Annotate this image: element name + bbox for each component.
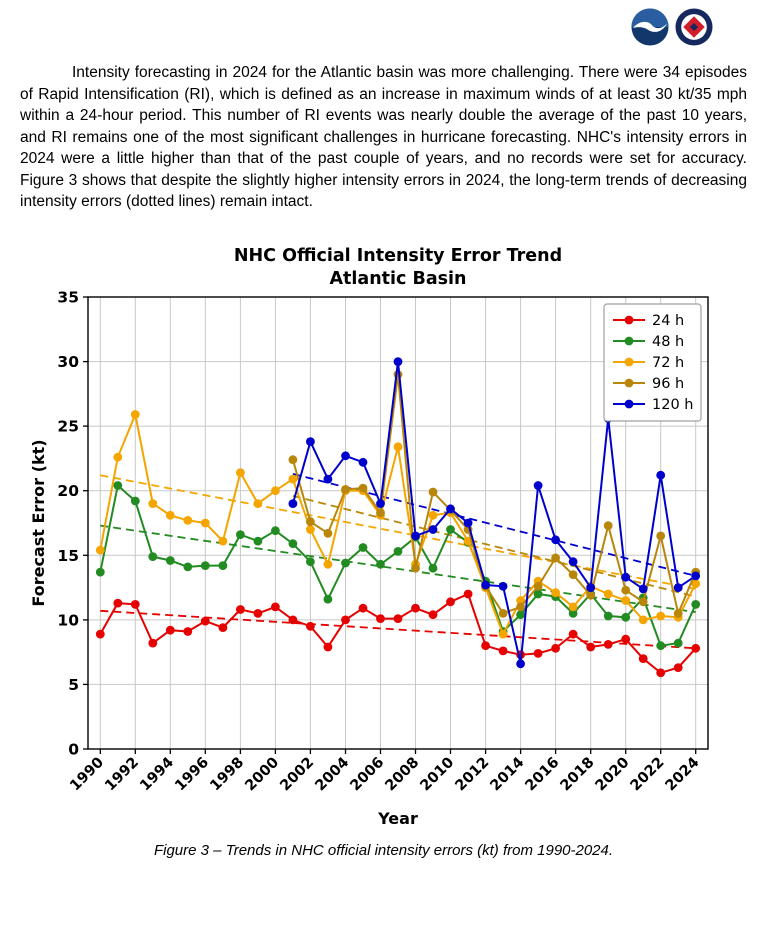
- svg-text:2024: 2024: [662, 754, 703, 794]
- svg-text:5: 5: [68, 675, 79, 694]
- svg-text:96 h: 96 h: [652, 375, 685, 392]
- svg-text:1994: 1994: [137, 754, 178, 794]
- svg-text:10: 10: [57, 610, 79, 629]
- svg-text:0: 0: [68, 740, 79, 758]
- svg-text:35: 35: [57, 288, 79, 306]
- svg-text:2022: 2022: [627, 754, 668, 794]
- svg-text:15: 15: [57, 546, 79, 565]
- svg-text:20: 20: [57, 481, 79, 500]
- intro-paragraph: Intensity forecasting in 2024 for the Atlantic basin was more challenging. There were 34 episodes of Rapid Intensification (RI), which is defined as an increase in maximum winds of at least 30 kt/35 mph within a 24-hour period. This number of RI events was nearly double the average of the past 10 years, and RI remains one of the most significant challenges in hurricane forecasting. NHC's intensity errors in 2024 were a little higher than that of the past couple of years, and no records were set for accuracy. Figure 3 shows that despite the slightly higher intensity errors in 2024, the long-term trends of decreasing intensity errors (dotted lines) remain intact.: [20, 64, 747, 210]
- svg-text:24 h: 24 h: [652, 312, 685, 329]
- svg-text:2018: 2018: [557, 754, 598, 794]
- svg-text:1996: 1996: [172, 754, 213, 794]
- svg-text:2016: 2016: [522, 754, 563, 794]
- svg-text:1992: 1992: [102, 754, 143, 794]
- svg-text:NHC Official Intensity Error T: NHC Official Intensity Error Trend: [233, 245, 563, 266]
- intensity-error-chart: [28, 239, 718, 834]
- svg-text:2008: 2008: [382, 754, 423, 794]
- figure-caption: Figure 3 – Trends in NHC official intensity errors (kt) from 1990-2024.: [153, 841, 614, 859]
- svg-text:48 h: 48 h: [652, 333, 685, 350]
- nws-logo: [675, 8, 713, 46]
- svg-text:1998: 1998: [207, 754, 248, 794]
- svg-text:2000: 2000: [242, 754, 283, 794]
- svg-text:2006: 2006: [347, 754, 388, 794]
- svg-text:25: 25: [57, 417, 79, 436]
- svg-text:Year: Year: [378, 808, 418, 828]
- svg-text:Forecast Error (kt): Forecast Error (kt): [29, 438, 48, 607]
- figure-3: [20, 239, 747, 834]
- svg-text:2010: 2010: [417, 754, 458, 794]
- svg-text:2002: 2002: [277, 754, 318, 794]
- svg-text:72 h: 72 h: [652, 354, 685, 371]
- svg-text:2012: 2012: [452, 754, 493, 794]
- svg-text:Atlantic Basin: Atlantic Basin: [329, 268, 467, 289]
- svg-text:1990: 1990: [67, 754, 108, 794]
- svg-text:120 h: 120 h: [652, 396, 694, 413]
- svg-text:2014: 2014: [487, 754, 528, 794]
- svg-text:2020: 2020: [592, 754, 633, 794]
- noaa-logo: [631, 8, 669, 46]
- header-logos: [631, 8, 713, 46]
- svg-text:30: 30: [57, 352, 79, 371]
- svg-text:2004: 2004: [312, 754, 353, 794]
